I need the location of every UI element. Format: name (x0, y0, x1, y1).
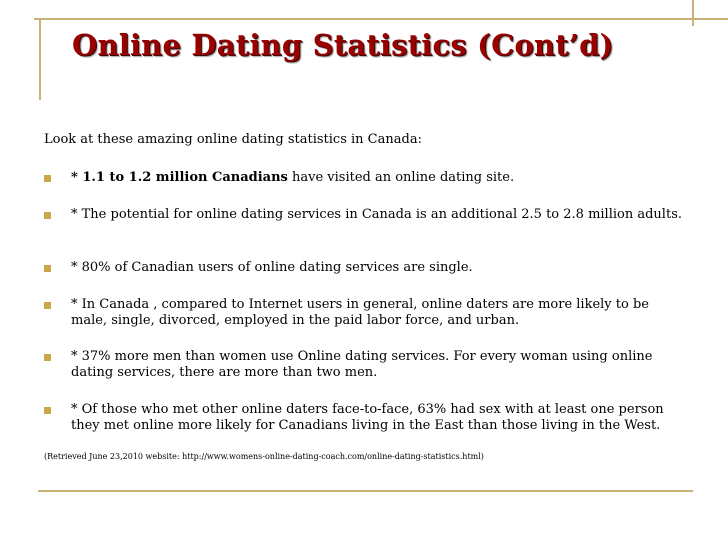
square-bullet-icon (44, 407, 51, 414)
bullet-text: * 80% of Canadian users of online dating services are single. (71, 260, 473, 275)
square-bullet-icon (44, 212, 51, 219)
bullet-list (44, 170, 684, 439)
bottom-divider (38, 490, 693, 492)
square-bullet-icon (44, 175, 51, 182)
square-bullet-icon (44, 265, 51, 272)
square-bullet-icon (44, 354, 51, 361)
bullet-item (44, 402, 684, 439)
bullet-text: * Of those who met other online daters face-to-face, 63% had sex with at least one person they met online more likely for Canadians living in the East than those living in the West. (71, 402, 664, 433)
bullet-item (44, 170, 684, 207)
bullet-text: have visited an online dating site. (287, 170, 515, 185)
square-bullet-icon (44, 302, 51, 309)
slide-title: Online Dating Statistics (Cont’d) (72, 28, 614, 62)
top-divider (34, 18, 728, 20)
intro-text: Look at these amazing online dating statistics in Canada: (44, 132, 422, 147)
bullet-text: * In Canada , compared to Internet users in general, online daters are more likely to be male, single, divorced, employed in the paid labor force, and urban. (71, 297, 649, 328)
bullet-item (44, 207, 684, 260)
bullet-item (44, 260, 684, 297)
bullet-item (44, 297, 684, 349)
citation-text: (Retrieved June 23,2010 website: http://www.womens-online-dating-coach.com/online-dating-statistics.html) (44, 452, 484, 461)
right-divider (692, 0, 694, 26)
left-divider (39, 18, 41, 100)
bullet-text: * 37% more men than women use Online dating services. For every woman using online dating services, there are more than two men. (71, 349, 653, 380)
bullet-bold-text: * 1.1 to 1.2 million Canadians (71, 170, 288, 185)
bullet-text: * The potential for online dating services in Canada is an additional 2.5 to 2.8 million adults. (71, 207, 682, 222)
bullet-item (44, 349, 684, 402)
